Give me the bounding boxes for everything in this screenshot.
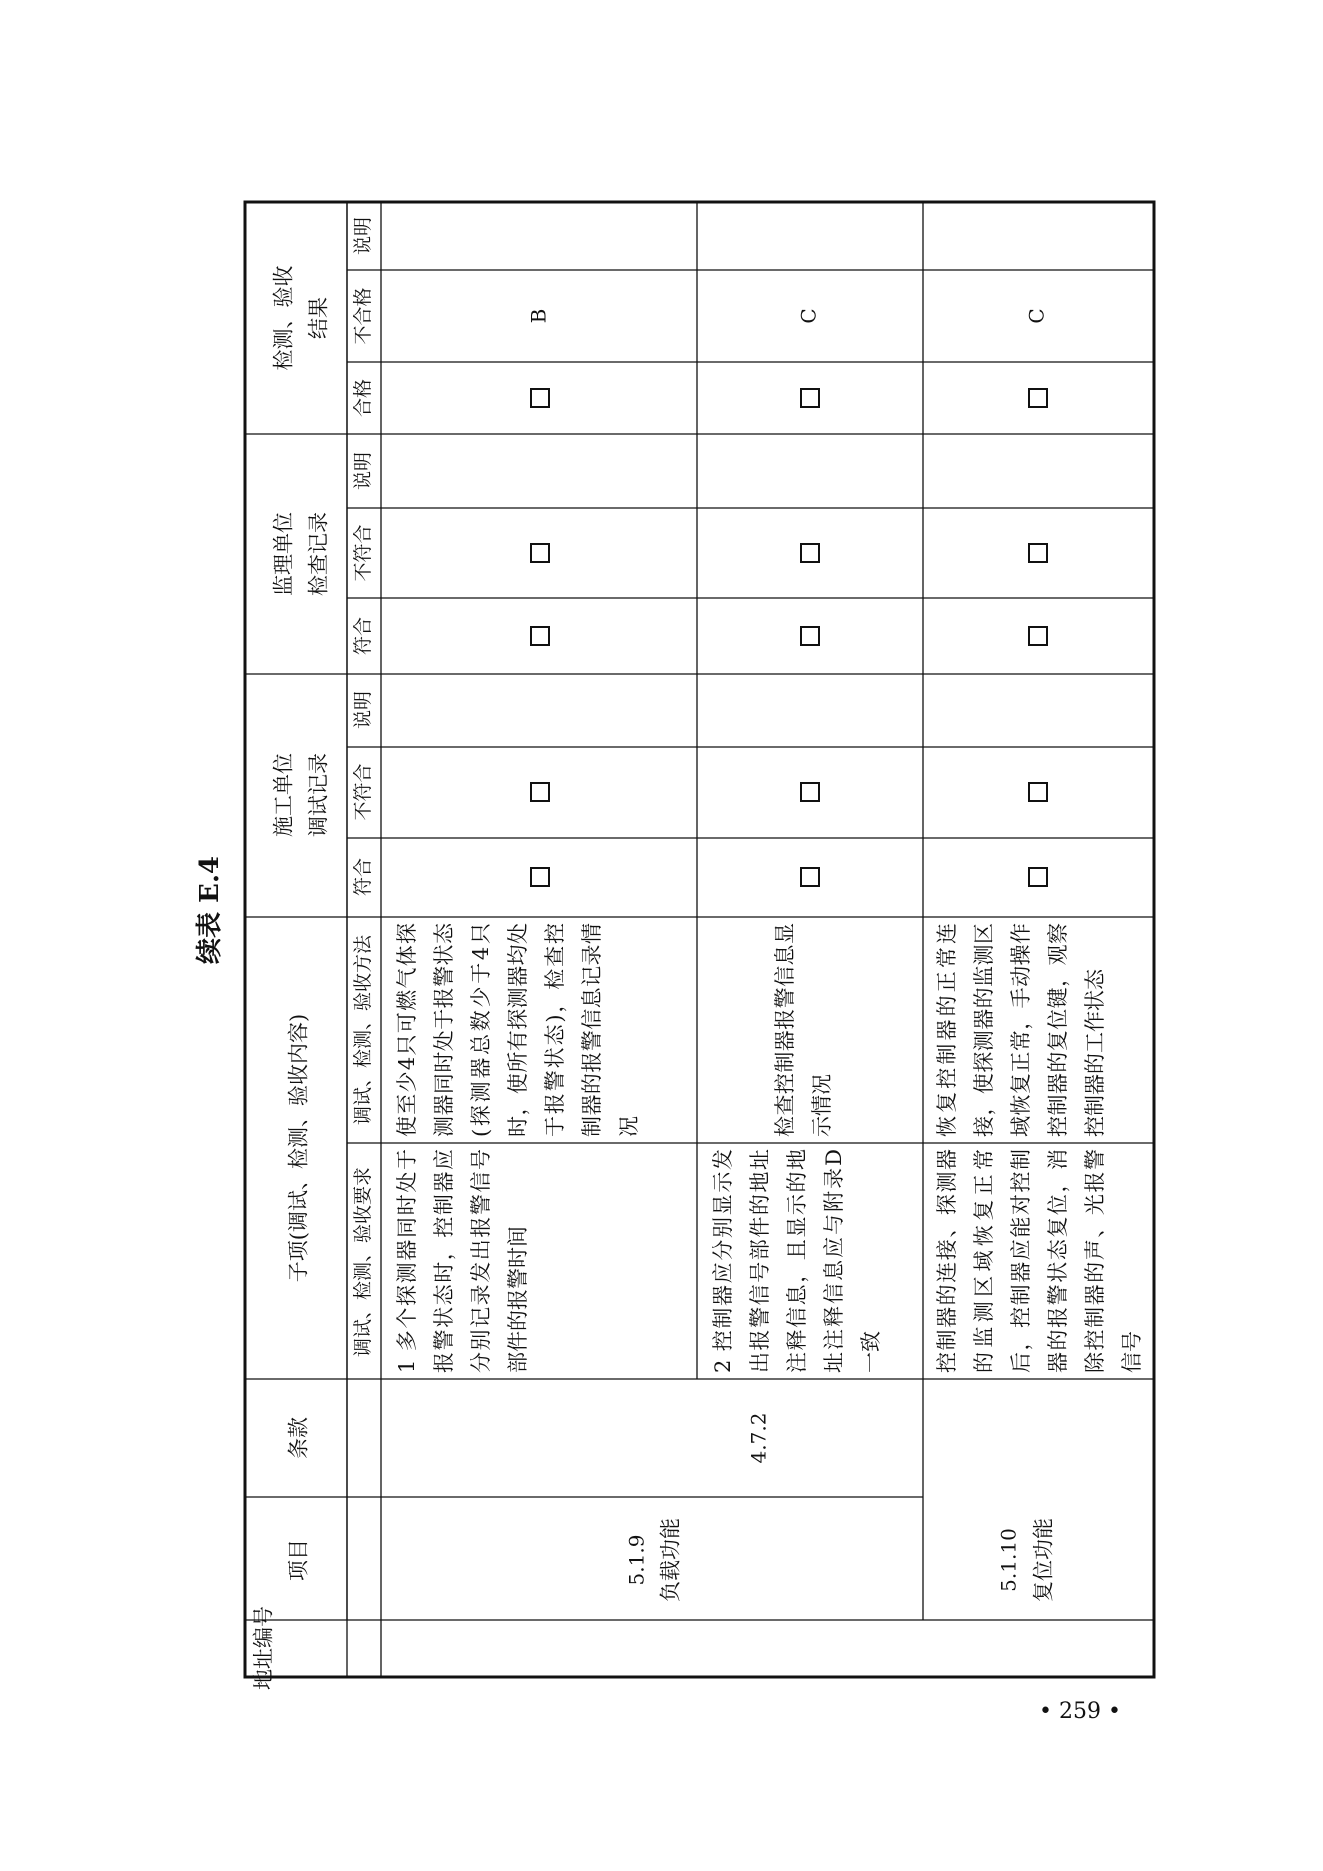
checkbox-construction-nonconform[interactable] <box>1029 783 1047 801</box>
header-construction-note: 说明 <box>352 690 374 730</box>
checkbox-acceptance-pass[interactable] <box>1029 389 1047 407</box>
checkbox-construction-conform[interactable] <box>1029 868 1047 886</box>
row-project-name: 负载功能 <box>658 1518 683 1602</box>
header-subitem: 子项(调试、检测、验收内容) <box>286 1013 311 1283</box>
row-method: 检查控制器报警信息显示情况 <box>773 923 834 1137</box>
row-grade: C <box>796 308 821 324</box>
header-supervision-1: 监理单位 <box>271 512 296 596</box>
checkbox-construction-nonconform[interactable] <box>801 783 819 801</box>
checkbox-supervision-conform[interactable] <box>801 627 819 645</box>
row-project-code: 5.1.10 <box>996 1528 1021 1592</box>
checkbox-construction-nonconform[interactable] <box>531 783 549 801</box>
header-construction-nonconform: 不符合 <box>352 763 374 821</box>
row-project-name: 复位功能 <box>1031 1518 1056 1602</box>
header-project: 项目 <box>286 1539 311 1581</box>
header-supervision-conform: 符合 <box>352 616 374 656</box>
header-method: 调试、检测、验收方法 <box>352 934 374 1126</box>
checkbox-acceptance-pass[interactable] <box>531 389 549 407</box>
row-requirement: 2 控制器应分别显示发出报警信号部件的地址注释信息，且显示的地址注释信息应与附录D一致 <box>711 1149 883 1373</box>
row-project-code: 5.1.9 <box>624 1534 649 1586</box>
row-method: 使至少4只可燃气体探测器同时处于报警状态(探测器总数少于4只时，使所有探测器均处于报警状态)，检查控制器的报警信息记录情况 <box>395 923 641 1137</box>
page-title-text: 续表 E.4 <box>195 855 225 965</box>
header-acceptance-1: 检测、验收 <box>271 265 296 371</box>
header-acceptance-pass: 合格 <box>352 378 374 418</box>
row-clause: 4.7.2 <box>746 1412 771 1464</box>
checkbox-construction-conform[interactable] <box>531 868 549 886</box>
row-method: 恢复控制器的正常连接，使探测器的监测区域恢复正常，手动操作控制器的复位键，观察控制器的工作状态 <box>935 923 1107 1137</box>
header-acceptance-2: 结果 <box>306 297 331 339</box>
checkbox-supervision-conform[interactable] <box>531 627 549 645</box>
row-requirement: 控制器的连接、探测器的监测区域恢复正常后，控制器应能对控制器的报警状态复位，消除控制器的声、光报警信号 <box>935 1149 1144 1373</box>
checkbox-acceptance-pass[interactable] <box>801 389 819 407</box>
checkbox-supervision-conform[interactable] <box>1029 627 1047 645</box>
header-supervision-nonconform: 不符合 <box>352 524 374 582</box>
header-construction-2: 调试记录 <box>306 753 331 837</box>
header-supervision-note: 说明 <box>352 451 374 491</box>
header-clause: 条款 <box>286 1417 311 1459</box>
checkbox-construction-conform[interactable] <box>801 868 819 886</box>
header-address-no: 地址编号 <box>251 1606 276 1690</box>
checkbox-supervision-nonconform[interactable] <box>1029 544 1047 562</box>
row-grade: C <box>1024 308 1049 324</box>
page-number <box>1000 1690 1160 1730</box>
checkbox-supervision-nonconform[interactable] <box>531 544 549 562</box>
header-acceptance-fail: 不合格 <box>352 287 374 345</box>
page-number-text: • 259 • <box>1039 1699 1121 1724</box>
header-acceptance-note: 说明 <box>352 216 374 256</box>
row-checkboxes <box>531 389 1047 886</box>
header-supervision-2: 检查记录 <box>306 512 331 596</box>
header-construction-conform: 符合 <box>352 857 374 897</box>
row-grade: B <box>526 308 551 324</box>
header-requirement: 调试、检测、验收要求 <box>352 1166 374 1358</box>
header-construction-1: 施工单位 <box>271 753 296 837</box>
checkbox-supervision-nonconform[interactable] <box>801 544 819 562</box>
row-requirement: 1 多个探测器同时处于报警状态时，控制器应分别记录发出报警信号部件的报警时间 <box>395 1149 530 1373</box>
